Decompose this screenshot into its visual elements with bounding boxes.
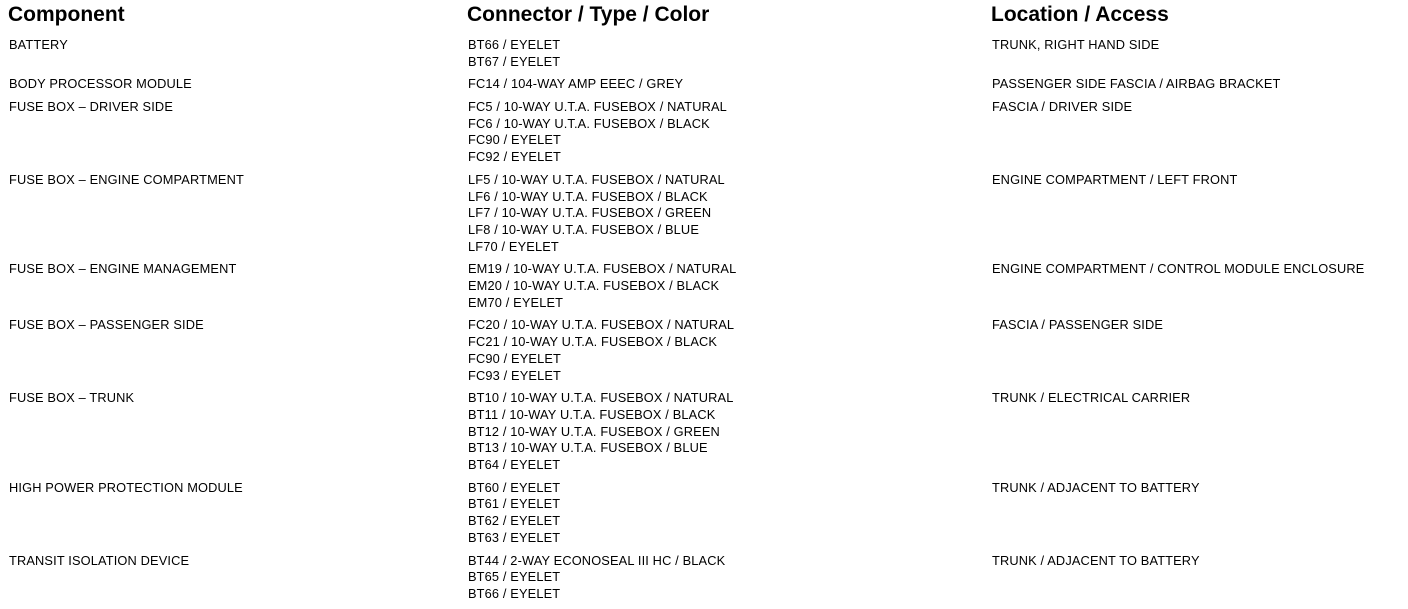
connector-list (468, 172, 725, 256)
connector-entry: EM20 / 10-WAY U.T.A. FUSEBOX / BLACK (468, 278, 720, 294)
connector-entry: FC20 / 10-WAY U.T.A. FUSEBOX / NATURAL (468, 317, 735, 333)
connector-entry: BT65 / EYELET (468, 569, 561, 585)
connector-list (468, 99, 727, 166)
connector-entry: LF7 / 10-WAY U.T.A. FUSEBOX / GREEN (468, 205, 712, 221)
connector-entry: BT61 / EYELET (468, 496, 561, 512)
component-name: FUSE BOX – DRIVER SIDE (9, 99, 174, 115)
component-name: FUSE BOX – TRUNK (9, 390, 135, 406)
connector-entry: BT10 / 10-WAY U.T.A. FUSEBOX / NATURAL (468, 390, 734, 406)
connector-list (468, 261, 736, 311)
connector-list (468, 480, 560, 547)
header-component: Component (8, 3, 125, 26)
connector-list (468, 390, 734, 474)
header-connector: Connector / Type / Color (467, 3, 710, 26)
location-access: TRUNK, RIGHT HAND SIDE (992, 37, 1160, 52)
location-access: PASSENGER SIDE FASCIA / AIRBAG BRACKET (992, 76, 1281, 92)
connector-entry: FC6 / 10-WAY U.T.A. FUSEBOX / BLACK (468, 115, 710, 131)
location-access: TRUNK / ELECTRICAL CARRIER (992, 390, 1191, 406)
table-row (0, 37, 1408, 76)
component-name: BODY PROCESSOR MODULE (9, 76, 192, 92)
component-name: HIGH POWER PROTECTION MODULE (9, 479, 243, 495)
location-access: ENGINE COMPARTMENT / CONTROL MODULE ENCLOSURE (992, 261, 1365, 277)
connector-entry: FC14 / 104-WAY AMP EEEC / GREY (468, 76, 684, 92)
connector-entry: FC90 / EYELET (468, 350, 561, 366)
connector-entry: BT67 / EYELET (468, 53, 561, 69)
connector-entry: FC21 / 10-WAY U.T.A. FUSEBOX / BLACK (468, 334, 718, 350)
component-table (0, 37, 1408, 609)
connector-entry: BT64 / EYELET (468, 457, 561, 473)
table-row (0, 553, 1408, 609)
connector-entry: FC5 / 10-WAY U.T.A. FUSEBOX / NATURAL (468, 99, 727, 115)
connector-list (468, 37, 560, 70)
connector-entry: EM70 / EYELET (468, 294, 564, 310)
table-row (0, 317, 1408, 390)
connector-entry: EM19 / 10-WAY U.T.A. FUSEBOX / NATURAL (468, 261, 737, 277)
component-name: FUSE BOX – ENGINE MANAGEMENT (9, 261, 237, 277)
table-row (0, 172, 1408, 262)
connector-entry: LF8 / 10-WAY U.T.A. FUSEBOX / BLUE (468, 221, 700, 237)
connector-entry: LF70 / EYELET (468, 238, 559, 254)
connector-entry: BT12 / 10-WAY U.T.A. FUSEBOX / GREEN (468, 423, 720, 439)
connector-entry: BT63 / EYELET (468, 529, 561, 545)
connector-list (468, 553, 725, 603)
table-row (0, 261, 1408, 317)
connector-entry: FC90 / EYELET (468, 132, 561, 148)
location-access: TRUNK / ADJACENT TO BATTERY (992, 479, 1200, 495)
connector-entry: LF5 / 10-WAY U.T.A. FUSEBOX / NATURAL (468, 171, 725, 187)
table-row (0, 390, 1408, 480)
connector-entry: BT44 / 2-WAY ECONOSEAL III HC / BLACK (468, 552, 726, 568)
location-access: TRUNK / ADJACENT TO BATTERY (992, 552, 1200, 568)
connector-entry: FC93 / EYELET (468, 367, 561, 383)
connector-entry: BT13 / 10-WAY U.T.A. FUSEBOX / BLUE (468, 440, 708, 456)
connector-entry: BT66 / EYELET (468, 37, 561, 52)
connector-list (468, 317, 734, 384)
location-access: FASCIA / PASSENGER SIDE (992, 317, 1164, 333)
component-name: BATTERY (9, 37, 68, 52)
location-access: FASCIA / DRIVER SIDE (992, 99, 1133, 115)
component-name: FUSE BOX – PASSENGER SIDE (9, 317, 204, 333)
connector-entry: LF6 / 10-WAY U.T.A. FUSEBOX / BLACK (468, 188, 708, 204)
table-row (0, 76, 1408, 99)
connector-list (468, 76, 683, 93)
table-header (0, 2, 1408, 30)
connector-entry: BT11 / 10-WAY U.T.A. FUSEBOX / BLACK (468, 406, 716, 422)
component-name: TRANSIT ISOLATION DEVICE (9, 552, 190, 568)
header-location: Location / Access (991, 3, 1169, 26)
connector-entry: BT62 / EYELET (468, 513, 561, 529)
connector-entry: BT66 / EYELET (468, 585, 561, 601)
location-access: ENGINE COMPARTMENT / LEFT FRONT (992, 171, 1238, 187)
connector-entry: BT60 / EYELET (468, 479, 561, 495)
table-row (0, 99, 1408, 172)
component-name: FUSE BOX – ENGINE COMPARTMENT (9, 171, 244, 187)
table-row (0, 480, 1408, 553)
connector-entry: FC92 / EYELET (468, 149, 561, 165)
